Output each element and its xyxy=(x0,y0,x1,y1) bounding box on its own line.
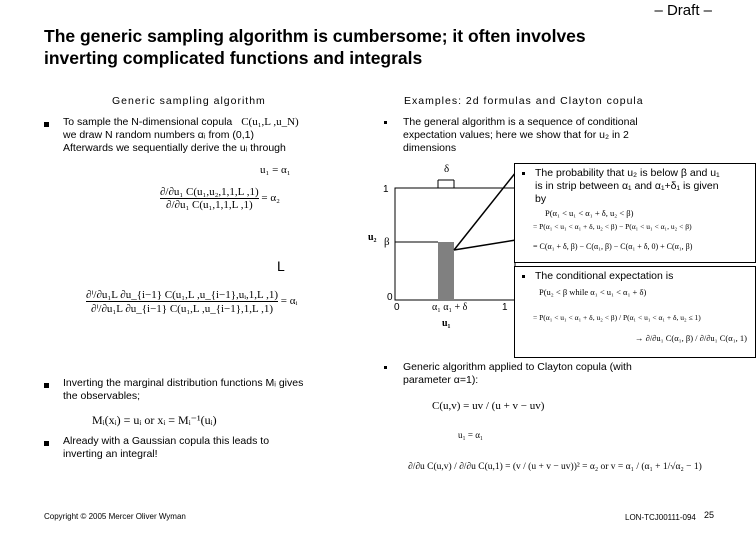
callout-1-line-2: is in strip between α₁ and α₁+δ₁ is given xyxy=(535,180,719,192)
bullet-marker xyxy=(44,441,49,446)
title-line-1: The generic sampling algorithm is cumbersome; it often involves xyxy=(44,26,586,46)
pointer-line-1 xyxy=(454,172,516,250)
equation-u1: u₁ = α₁ xyxy=(260,164,291,176)
b1-line-3: Afterwards we sequentially derive the uᵢ through xyxy=(63,142,286,154)
x-axis-tick-1: 1 xyxy=(502,302,508,313)
left-bullet-1 xyxy=(63,116,373,155)
equation-i xyxy=(86,288,297,315)
callout-1-eq-1: P(α₁ < u₁ < α₁ + δ, u₂ < β) xyxy=(545,208,634,218)
right-bullet-2 xyxy=(403,361,703,387)
bullet-marker xyxy=(384,366,387,369)
rb2-line-1: Generic algorithm applied to Clayton copula (with xyxy=(403,361,632,373)
bullet-marker xyxy=(44,383,49,388)
equation-i-numerator: ∂ⁱ/∂u₁L ∂u_{i−1} C(u₁,L ,u_{i−1},uᵢ,1,L ,1) xyxy=(86,289,279,301)
callout-2-line-1: The conditional expectation is xyxy=(535,270,674,282)
x-axis-label: u₁ xyxy=(442,318,451,329)
draft-label: – Draft – xyxy=(654,2,712,19)
callout-2-eq-2: = P(α₁ < u₁ < α₁ + δ, u₂ < β) / P(α₁ < u₁ < α₁ + δ, u₂ ≤ 1) xyxy=(533,313,701,322)
equation-2-fraction xyxy=(160,186,259,211)
rb1-line-1: The general algorithm is a sequence of conditional xyxy=(403,116,638,128)
b3-line-1: Already with a Gaussian copula this leads to xyxy=(63,435,270,447)
rb1-line-2: expectation values; here we show that for u₂ in 2 xyxy=(403,129,629,141)
y-axis-tick-0: 0 xyxy=(387,292,393,303)
bullet-marker xyxy=(522,172,525,175)
equation-2-rhs: = α₂ xyxy=(261,192,280,205)
copula-expression: C(u₁,L ,u_N) xyxy=(241,116,299,128)
left-heading: Generic sampling algorithm xyxy=(112,95,266,107)
callout-conditional xyxy=(514,266,756,358)
b1-line-1: To sample the N-dimensional copula xyxy=(63,116,233,128)
callout-probability xyxy=(514,163,756,263)
beta-label: β xyxy=(384,236,390,248)
x-axis-tick-0: 0 xyxy=(394,302,400,313)
right-bullet-1 xyxy=(403,116,703,155)
footer-code: LON-TCJ00111-094 xyxy=(625,513,696,522)
callout-1-eq-2: = P(α₁ < u₁ < α₁ + δ, u₂ < β) − P(α₁ < u₁ < α₁, u₂ < β) xyxy=(533,222,692,231)
left-bullet-3 xyxy=(63,435,373,461)
rb1-line-3: dimensions xyxy=(403,142,457,154)
callout-1-text xyxy=(535,167,750,206)
delta-label: δ xyxy=(444,163,450,175)
right-heading: Examples: 2d formulas and Clayton copula xyxy=(404,95,644,107)
y-axis-tick-1: 1 xyxy=(383,184,389,195)
equation-marginal: Mᵢ(xᵢ) = uᵢ or xᵢ = Mᵢ⁻¹(uᵢ) xyxy=(92,413,217,427)
page-number: 25 xyxy=(704,510,715,520)
callout-2-eq-3: → ∂/∂u₁ C(α₁, β) / ∂/∂u₁ C(α₁, 1) xyxy=(635,333,748,343)
bullet-marker xyxy=(44,122,49,127)
footer-copyright: Copyright © 2005 Mercer Oliver Wyman xyxy=(44,512,186,521)
equation-2-numerator: ∂/∂u₁ C(u₁,u₂,1,1,L ,1) xyxy=(160,186,259,198)
rb2-line-2: parameter α=1): xyxy=(403,374,479,386)
y-axis-label: u₂ xyxy=(368,232,377,243)
equation-i-denominator: ∂ⁱ/∂u₁L ∂u_{i−1} C(u₁,L ,u_{i−1},1,L ,1) xyxy=(86,301,278,315)
ellipsis-mark: L xyxy=(277,258,285,274)
equation-i-fraction xyxy=(86,288,278,315)
equation-2 xyxy=(160,186,280,211)
clayton-u1: u₁ = α₁ xyxy=(458,430,484,440)
pointer-line-2 xyxy=(454,240,516,250)
callout-1-eq-3: = C(α₁ + δ, β) − C(α₁, β) − C(α₁ + δ, 0) + C(α₁, β) xyxy=(533,242,693,251)
equation-i-rhs: = αᵢ xyxy=(280,295,298,308)
title-line-2: inverting complicated functions and integrals xyxy=(44,48,423,68)
b3-line-2: inverting an integral! xyxy=(63,448,158,460)
equation-2-denominator: ∂/∂u₁ C(u₁,1,1,L ,1) xyxy=(160,198,259,211)
left-bullet-2 xyxy=(63,377,373,403)
slide-title xyxy=(44,25,734,69)
callout-2-eq-1: P(u₂ < β while α₁ < u₁ < α₁ + δ) xyxy=(539,287,647,297)
b2-line-1: Inverting the marginal distribution functions Mᵢ gives xyxy=(63,377,304,389)
clayton-solution: ∂/∂u C(u,v) / ∂/∂u C(u,1) = (v / (u + v − uv))² = α₂ or v = α₁ / (α₁ + 1/√α₂ − 1) xyxy=(408,462,702,472)
x-axis-alpha-labels: α₁ α₁ + δ xyxy=(432,302,468,313)
bullet-marker xyxy=(384,121,387,124)
callout-1-line-1: The probability that u₂ is below β and u₁ xyxy=(535,167,720,179)
bullet-marker xyxy=(522,275,525,278)
b2-line-2: the observables; xyxy=(63,390,141,402)
b1-line-2: we draw N random numbers αᵢ from (0,1) xyxy=(63,129,254,141)
clayton-definition: C(u,v) = uv / (u + v − uv) xyxy=(432,400,545,412)
callout-1-line-3: by xyxy=(535,193,547,205)
